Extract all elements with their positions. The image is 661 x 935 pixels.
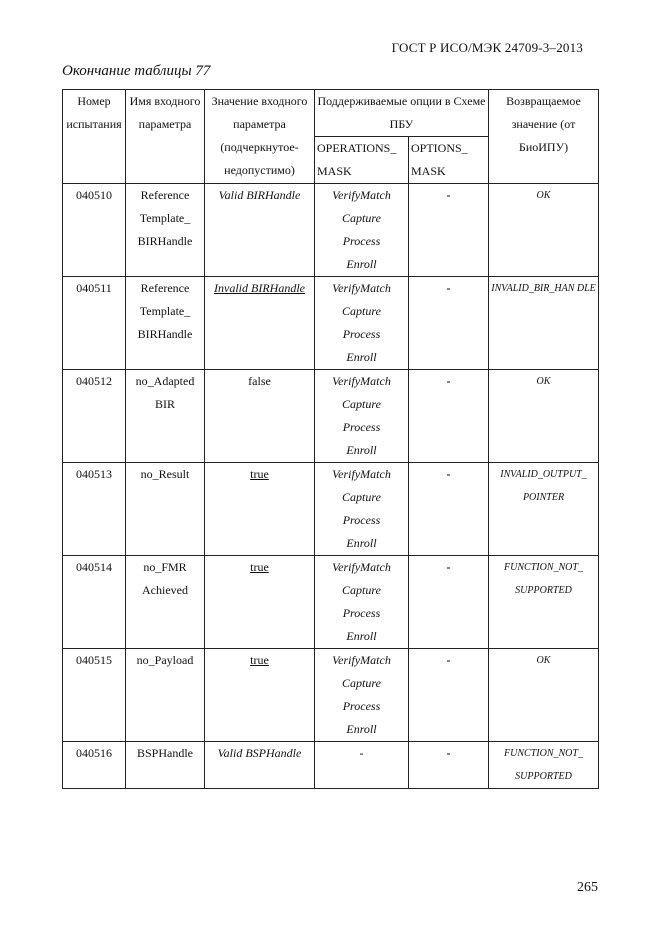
cell-operations: -	[315, 742, 409, 789]
cell-test-no: 040512	[63, 370, 126, 463]
cell-test-no: 040510	[63, 184, 126, 277]
data-table	[62, 89, 599, 789]
cell-test-no: 040511	[63, 277, 126, 370]
cell-operations: VerifyMatch Capture Process Enroll	[315, 556, 409, 649]
cell-return-value: INVALID_OUTPUT_ POINTER	[489, 463, 599, 556]
header-supported-options: Поддерживаемые опции в Схеме ПБУ	[315, 90, 489, 137]
cell-options: -	[409, 742, 489, 789]
cell-param-name: Reference Template_ BIRHandle	[126, 277, 205, 370]
header-test-no: Номер испытания	[63, 90, 126, 184]
cell-param-name: BSPHandle	[126, 742, 205, 789]
cell-param-value: false	[205, 370, 315, 463]
cell-param-name: no_FMR Achieved	[126, 556, 205, 649]
cell-options: -	[409, 184, 489, 277]
cell-test-no: 040513	[63, 463, 126, 556]
table-row	[63, 463, 599, 556]
header-operations-mask: OPERATIONS_ MASK	[315, 137, 409, 184]
cell-param-value: Valid BIRHandle	[205, 184, 315, 277]
header-param-name: Имя входного параметра	[126, 90, 205, 184]
cell-operations: VerifyMatch Capture Process Enroll	[315, 370, 409, 463]
table-row	[63, 370, 599, 463]
cell-options: -	[409, 277, 489, 370]
table-row	[63, 742, 599, 789]
page-number: 265	[577, 880, 598, 895]
cell-param-value: true	[205, 649, 315, 742]
cell-param-value: Invalid BIRHandle	[205, 277, 315, 370]
table-row	[63, 277, 599, 370]
table-row	[63, 184, 599, 277]
cell-param-value: Valid BSPHandle	[205, 742, 315, 789]
cell-test-no: 040515	[63, 649, 126, 742]
cell-operations: VerifyMatch Capture Process Enroll	[315, 184, 409, 277]
cell-options: -	[409, 556, 489, 649]
header-options-mask: OPTIONS_ MASK	[409, 137, 489, 184]
cell-param-name: no_Result	[126, 463, 205, 556]
cell-options: -	[409, 370, 489, 463]
cell-param-name: no_Adapted BIR	[126, 370, 205, 463]
cell-param-name: Reference Template_ BIRHandle	[126, 184, 205, 277]
cell-return-value: OK	[489, 184, 599, 277]
cell-param-name: no_Payload	[126, 649, 205, 742]
cell-return-value: OK	[489, 649, 599, 742]
table-caption: Окончание таблицы 77	[62, 63, 211, 79]
cell-operations: VerifyMatch Capture Process Enroll	[315, 277, 409, 370]
header-return-value: Возвращаемое значение (от БиоИПУ)	[489, 90, 599, 184]
cell-test-no: 040514	[63, 556, 126, 649]
standard-header: ГОСТ Р ИСО/МЭК 24709-3–2013	[391, 40, 583, 55]
cell-options: -	[409, 463, 489, 556]
cell-operations: VerifyMatch Capture Process Enroll	[315, 463, 409, 556]
cell-return-value: INVALID_BIR_HAN DLE	[489, 277, 599, 370]
cell-test-no: 040516	[63, 742, 126, 789]
cell-param-value: true	[205, 556, 315, 649]
cell-return-value: FUNCTION_NOT_ SUPPORTED	[489, 556, 599, 649]
cell-operations: VerifyMatch Capture Process Enroll	[315, 649, 409, 742]
cell-param-value: true	[205, 463, 315, 556]
header-param-value: Значение входного параметра (подчеркнутое- недопустимо)	[205, 90, 315, 184]
table-row	[63, 649, 599, 742]
cell-options: -	[409, 649, 489, 742]
table-row	[63, 556, 599, 649]
cell-return-value: FUNCTION_NOT_ SUPPORTED	[489, 742, 599, 789]
cell-return-value: OK	[489, 370, 599, 463]
